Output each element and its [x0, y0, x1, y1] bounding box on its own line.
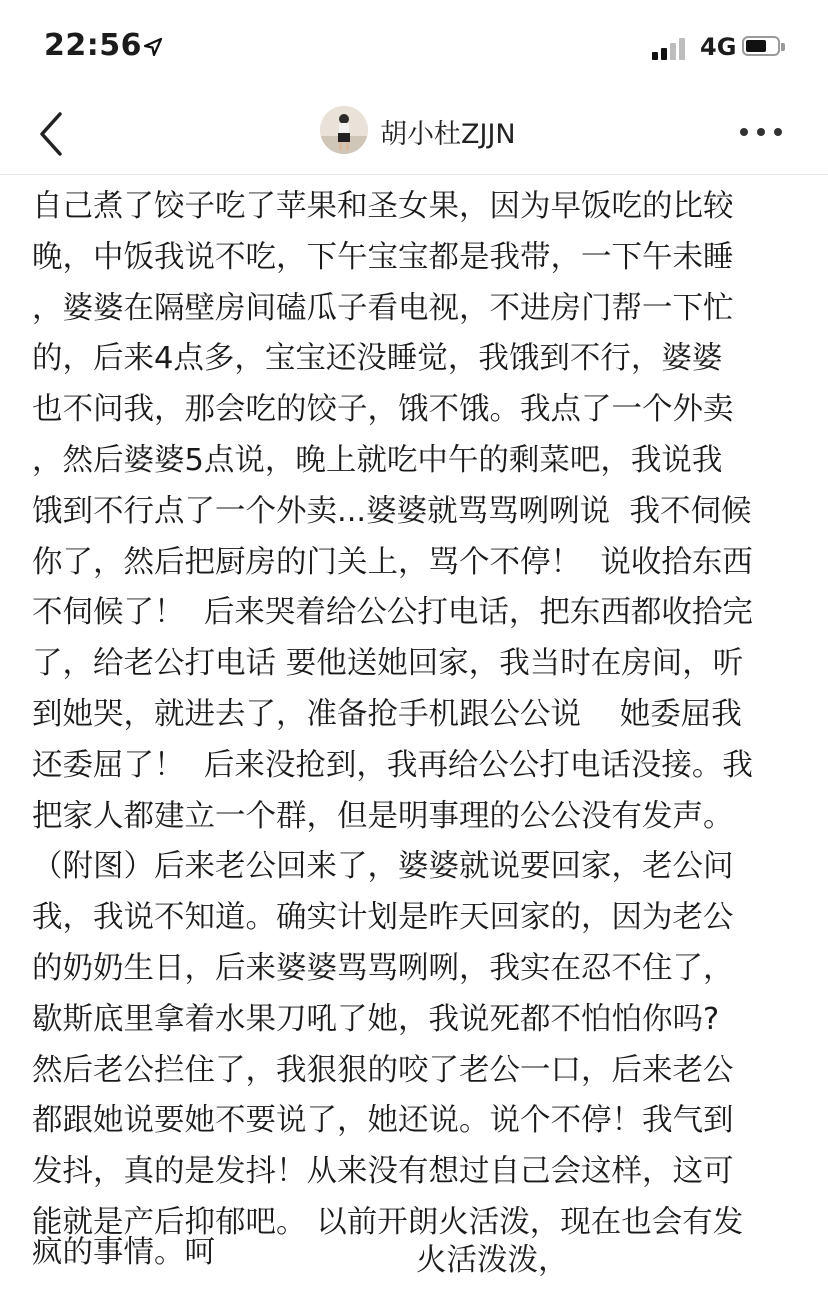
- avatar[interactable]: [320, 106, 368, 154]
- post-text-line: 你了，然后把厨房的门关上，骂个不停！ 说收拾东西: [32, 544, 753, 580]
- post-text-line: 能就是产后抑郁吧。 以前开朗火活泼，现在也会有发: [32, 1204, 744, 1240]
- post-text-line: 歇斯底里拿着水果刀吼了她，我说死都不怕怕你吗?: [32, 1001, 720, 1037]
- post-body: [32, 182, 802, 1249]
- post-text-line: 的，后来4点多，宝宝还没睡觉，我饿到不行，婆婆: [32, 341, 723, 377]
- post-text-line: （附图）后来老公回来了，婆婆就说要回家，老公问: [32, 849, 734, 885]
- back-button[interactable]: [24, 102, 84, 162]
- post-text-line: 了，给老公打电话 要他送她回家，我当时在房间，听: [32, 646, 744, 682]
- post-text-line: 也不问我，那会吃的饺子，饿不饿。我点了一个外卖: [32, 392, 734, 428]
- post-text-line: 把家人都建立一个群，但是明事理的公公没有发声。: [32, 798, 734, 834]
- avatar-image: [320, 106, 368, 154]
- post-text-line: 到她哭，就进去了，准备抢手机跟公公说 她委屈我: [32, 696, 742, 732]
- post-text-line: 还委屈了！ 后来没抢到，我再给公公打电话没接。我: [32, 747, 753, 783]
- post-text-line: 然后老公拦住了，我狠狠的咬了老公一口，后来老公: [32, 1052, 734, 1088]
- status-bar: [0, 0, 828, 96]
- post-text-line: ，然后婆婆5点说，晚上就吃中午的剩菜吧，我说我: [32, 442, 723, 478]
- post-text-line: ，婆婆在隔壁房间磕瓜子看电视，不进房门帮一下忙: [32, 290, 734, 326]
- location-arrow-icon: [144, 38, 162, 56]
- chevron-left-icon: [24, 102, 84, 162]
- post-last-line-right: 火活泼泼，: [416, 1243, 569, 1278]
- post-text-line: 的奶奶生日，后来婆婆骂骂咧咧，我实在忍不住了，: [32, 950, 734, 986]
- more-dots-icon: [740, 128, 748, 136]
- post-text-line: 饿到不行点了一个外卖...婆婆就骂骂咧咧说 我不伺候: [32, 493, 752, 529]
- post-text-line: 自己煮了饺子吃了苹果和圣女果，因为早饭吃的比较: [32, 189, 734, 224]
- more-button[interactable]: [736, 114, 786, 148]
- cellular-signal-icon: [652, 36, 692, 60]
- post-text-line: 都跟她说要她不要说了，她还说。说个不停！我气到: [32, 1103, 734, 1139]
- battery-icon: [742, 36, 786, 58]
- post-last-line: [0, 1228, 828, 1284]
- post-text-line: 不伺候了！ 后来哭着给公公打电话，把东西都收拾完: [32, 595, 753, 631]
- status-time: 22:56: [44, 28, 142, 63]
- post-last-line-left: 疯的事情。呵: [32, 1235, 215, 1270]
- nav-title[interactable]: 胡小杜ZJJN: [380, 119, 516, 150]
- nav-bar: [0, 96, 828, 175]
- post-text-line: 晚，中饭我说不吃，下午宝宝都是我带，一下午未睡: [32, 239, 734, 275]
- post-text-line: 发抖，真的是发抖！从来没有想过自己会这样，这可: [32, 1154, 734, 1190]
- network-type: 4G: [700, 33, 737, 61]
- post-text-line: 我，我说不知道。确实计划是昨天回家的，因为老公: [32, 900, 734, 936]
